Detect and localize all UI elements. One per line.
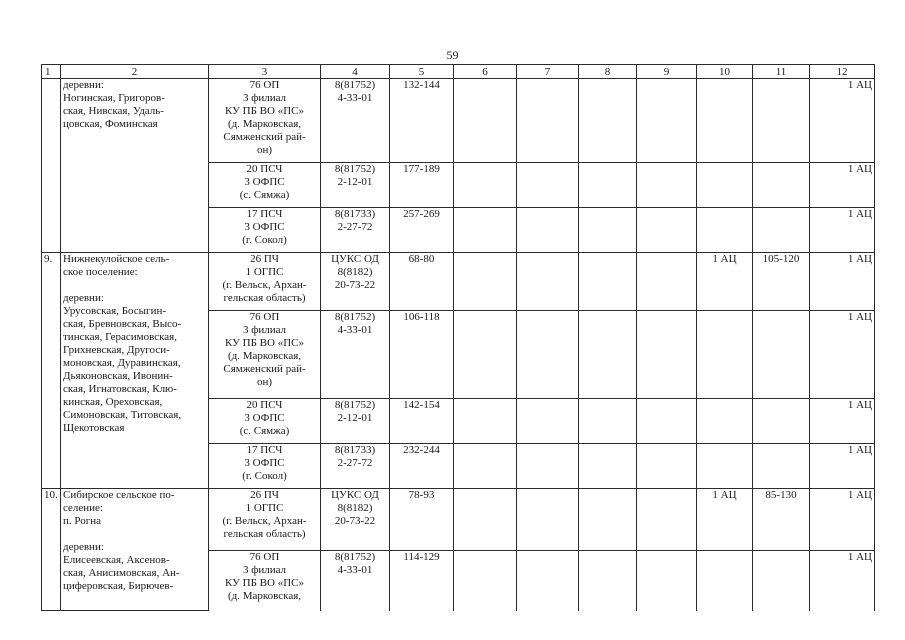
- col10-cell: [697, 399, 753, 444]
- settlement-line: ское поселение:: [63, 266, 138, 278]
- fire-unit-line: 1 ОГПС: [245, 266, 284, 278]
- col10-cell: [697, 444, 753, 489]
- col11-cell: [753, 311, 810, 399]
- settlement-line: ская, Игнатовская, Клю-: [63, 383, 177, 395]
- empty-cell-col-9: [637, 399, 697, 444]
- settlement-line: деревни:: [63, 79, 104, 91]
- col10-cell: [697, 551, 753, 611]
- column-header: 12: [810, 65, 875, 79]
- phone-cell: [321, 79, 390, 163]
- column-header: 6: [454, 65, 517, 79]
- column-header: 9: [637, 65, 697, 79]
- distance-cell: 114-129: [390, 551, 454, 611]
- fire-unit-cell: [209, 208, 321, 253]
- phone-line: 2-27-72: [337, 457, 373, 469]
- fire-unit-cell: [209, 311, 321, 399]
- empty-cell-col-6: [454, 208, 517, 253]
- empty-cell-col-9: [637, 253, 697, 311]
- fire-unit-line: (г. Сокол): [242, 234, 287, 246]
- col10-cell: [697, 208, 753, 253]
- phone-line: 8(8182): [337, 502, 373, 514]
- col10-cell: [697, 311, 753, 399]
- settlement-line: Урусовская, Босыгин-: [63, 305, 167, 317]
- fire-unit-line: (д. Марковская,: [227, 350, 302, 362]
- empty-cell-col-6: [454, 444, 517, 489]
- fire-unit-line: гельская область): [223, 528, 306, 540]
- distance-cell: 132-144: [390, 79, 454, 163]
- col11-cell: [753, 79, 810, 163]
- empty-cell-col-7: [517, 399, 579, 444]
- fire-unit-line: 3 ОФПС: [244, 221, 285, 233]
- fire-unit-line: 3 филиал: [242, 564, 287, 576]
- phone-line: ЦУКС ОД: [331, 489, 379, 501]
- empty-cell-col-8: [579, 399, 637, 444]
- row-number: [42, 79, 61, 253]
- empty-cell-col-6: [454, 489, 517, 551]
- phone-line: 8(81733): [334, 444, 376, 456]
- table-row: [42, 489, 875, 551]
- column-header: 2: [61, 65, 209, 79]
- settlement-line: ская, Анисимовская, Ан-: [63, 567, 180, 579]
- empty-cell-col-9: [637, 79, 697, 163]
- fire-unit-line: (г. Сокол): [242, 470, 287, 482]
- settlement-line: Симоновская, Титовская,: [63, 409, 182, 421]
- fire-unit-line: 3 ОФПС: [244, 176, 285, 188]
- empty-cell-col-6: [454, 551, 517, 611]
- phone-line: 8(81752): [334, 163, 376, 175]
- col10-cell: 1 АЦ: [697, 253, 753, 311]
- settlement-line: Дьяконовская, Ивонин-: [63, 370, 173, 382]
- col11-cell: [753, 444, 810, 489]
- phone-line: 4-33-01: [337, 564, 373, 576]
- fire-unit-line: гельская область): [223, 292, 306, 304]
- empty-cell-col-7: [517, 79, 579, 163]
- phone-cell: [321, 253, 390, 311]
- column-header: 11: [753, 65, 810, 79]
- settlement-line: ская, Нивская, Удаль-: [63, 105, 164, 117]
- distance-cell: 177-189: [390, 163, 454, 208]
- distance-cell: 78-93: [390, 489, 454, 551]
- fire-unit-line: 76 ОП: [249, 311, 280, 323]
- fire-unit-line: (д. Марковская,: [227, 590, 302, 602]
- col10-cell: 1 АЦ: [697, 489, 753, 551]
- fire-unit-line: 17 ПСЧ: [246, 444, 283, 456]
- phone-line: ЦУКС ОД: [331, 253, 379, 265]
- empty-cell-col-6: [454, 253, 517, 311]
- empty-cell-col-8: [579, 208, 637, 253]
- settlement-line: Щекотовская: [63, 422, 125, 434]
- fire-unit-cell: [209, 489, 321, 551]
- phone-line: 8(81752): [334, 399, 376, 411]
- fire-unit-line: он): [256, 376, 273, 388]
- equipment-cell: 1 АЦ: [810, 489, 875, 551]
- phone-line: 2-12-01: [337, 176, 373, 188]
- empty-cell-col-6: [454, 311, 517, 399]
- fire-unit-line: 3 филиал: [242, 324, 287, 336]
- settlement-cell: [61, 253, 209, 489]
- coverage-table: [41, 64, 875, 611]
- phone-line: 20-73-22: [334, 515, 376, 527]
- fire-unit-cell: [209, 253, 321, 311]
- column-header: 8: [579, 65, 637, 79]
- empty-cell-col-9: [637, 444, 697, 489]
- settlement-line: деревни:: [63, 541, 104, 553]
- fire-unit-line: (г. Вельск, Архан-: [222, 279, 307, 291]
- col11-cell: 105-120: [753, 253, 810, 311]
- row-number: 10.: [42, 489, 61, 611]
- phone-cell: [321, 208, 390, 253]
- fire-unit-line: (с. Сямжа): [239, 189, 290, 201]
- column-header: 5: [390, 65, 454, 79]
- phone-line: 20-73-22: [334, 279, 376, 291]
- settlement-line: деревни:: [63, 292, 104, 304]
- empty-cell-col-7: [517, 489, 579, 551]
- fire-unit-line: 1 ОГПС: [245, 502, 284, 514]
- phone-line: 8(81752): [334, 79, 376, 91]
- col11-cell: [753, 399, 810, 444]
- phone-line: 8(81752): [334, 311, 376, 323]
- block-gap: [63, 279, 206, 292]
- equipment-cell: 1 АЦ: [810, 79, 875, 163]
- empty-cell-col-9: [637, 311, 697, 399]
- settlement-line: селение:: [63, 502, 103, 514]
- distance-cell: 232-244: [390, 444, 454, 489]
- empty-cell-col-7: [517, 311, 579, 399]
- equipment-cell: 1 АЦ: [810, 551, 875, 611]
- settlement-line: Елисеевская, Аксенов-: [63, 554, 170, 566]
- empty-cell-col-7: [517, 208, 579, 253]
- empty-cell-col-8: [579, 444, 637, 489]
- empty-cell-col-6: [454, 79, 517, 163]
- settlement-line: п. Рогна: [63, 515, 102, 527]
- empty-cell-col-9: [637, 551, 697, 611]
- empty-cell-col-7: [517, 163, 579, 208]
- col11-cell: [753, 208, 810, 253]
- phone-line: 8(81752): [334, 551, 376, 563]
- equipment-cell: 1 АЦ: [810, 311, 875, 399]
- column-header: 7: [517, 65, 579, 79]
- table-body: [42, 65, 875, 611]
- phone-cell: [321, 489, 390, 551]
- table-row: [42, 79, 875, 163]
- column-header: 4: [321, 65, 390, 79]
- phone-cell: [321, 551, 390, 611]
- column-header: 3: [209, 65, 321, 79]
- fire-unit-line: Сямженский рай-: [223, 363, 306, 375]
- fire-unit-line: 3 филиал: [242, 92, 287, 104]
- empty-cell-col-7: [517, 551, 579, 611]
- settlement-line: моновская, Дуравинская,: [63, 357, 181, 369]
- empty-cell-col-8: [579, 311, 637, 399]
- phone-line: 2-12-01: [337, 412, 373, 424]
- settlement-cell: [61, 79, 209, 253]
- phone-line: 4-33-01: [337, 92, 373, 104]
- empty-cell-col-8: [579, 163, 637, 208]
- phone-line: 4-33-01: [337, 324, 373, 336]
- empty-cell-col-9: [637, 489, 697, 551]
- settlement-line: Нижнекулойское сель-: [63, 253, 170, 265]
- fire-unit-line: 26 ПЧ: [250, 489, 279, 501]
- column-header: 10: [697, 65, 753, 79]
- settlement-line: цовская, Фоминская: [63, 118, 158, 130]
- fire-unit-line: (с. Сямжа): [239, 425, 290, 437]
- phone-cell: [321, 399, 390, 444]
- settlement-line: кинская, Ореховская,: [63, 396, 163, 408]
- fire-unit-line: 76 ОП: [249, 79, 280, 91]
- settlement-line: тинская, Герасимовская,: [63, 331, 177, 343]
- distance-cell: 106-118: [390, 311, 454, 399]
- fire-unit-cell: [209, 444, 321, 489]
- header-row: [42, 65, 875, 79]
- row-number: 9.: [42, 253, 61, 489]
- distance-cell: 142-154: [390, 399, 454, 444]
- settlement-line: циферовская, Бирючев-: [63, 580, 174, 592]
- fire-unit-line: 26 ПЧ: [250, 253, 279, 265]
- fire-unit-line: (г. Вельск, Архан-: [222, 515, 307, 527]
- empty-cell-col-7: [517, 444, 579, 489]
- empty-cell-col-7: [517, 253, 579, 311]
- col11-cell: [753, 551, 810, 611]
- fire-unit-cell: [209, 399, 321, 444]
- equipment-cell: 1 АЦ: [810, 163, 875, 208]
- column-header: 1: [42, 65, 61, 79]
- fire-unit-line: КУ ПБ ВО «ПС»: [225, 577, 304, 589]
- empty-cell-col-9: [637, 163, 697, 208]
- page-number: 59: [446, 48, 459, 62]
- table-row: [42, 253, 875, 311]
- empty-cell-col-8: [579, 489, 637, 551]
- fire-unit-line: (д. Марковская,: [227, 118, 302, 130]
- fire-unit-line: КУ ПБ ВО «ПС»: [225, 337, 304, 349]
- fire-unit-line: 3 ОФПС: [244, 457, 285, 469]
- fire-unit-cell: [209, 551, 321, 611]
- phone-cell: [321, 163, 390, 208]
- empty-cell-col-6: [454, 163, 517, 208]
- equipment-cell: 1 АЦ: [810, 399, 875, 444]
- phone-cell: [321, 444, 390, 489]
- phone-line: 8(81733): [334, 208, 376, 220]
- empty-cell-col-8: [579, 79, 637, 163]
- col11-cell: 85-130: [753, 489, 810, 551]
- fire-unit-line: Сямженский рай-: [223, 131, 306, 143]
- fire-unit-cell: [209, 79, 321, 163]
- block-gap: [63, 528, 206, 541]
- fire-unit-line: 20 ПСЧ: [246, 399, 283, 411]
- equipment-cell: 1 АЦ: [810, 208, 875, 253]
- empty-cell-col-8: [579, 253, 637, 311]
- distance-cell: 68-80: [390, 253, 454, 311]
- phone-cell: [321, 311, 390, 399]
- col10-cell: [697, 163, 753, 208]
- empty-cell-col-8: [579, 551, 637, 611]
- fire-unit-cell: [209, 163, 321, 208]
- col11-cell: [753, 163, 810, 208]
- equipment-cell: 1 АЦ: [810, 253, 875, 311]
- distance-cell: 257-269: [390, 208, 454, 253]
- fire-unit-line: 76 ОП: [249, 551, 280, 563]
- phone-line: 2-27-72: [337, 221, 373, 233]
- col10-cell: [697, 79, 753, 163]
- settlement-line: Грихневская, Другоси-: [63, 344, 170, 356]
- empty-cell-col-9: [637, 208, 697, 253]
- phone-line: 8(8182): [337, 266, 373, 278]
- settlement-line: Ногинская, Григоров-: [63, 92, 165, 104]
- settlement-line: Сибирское сельское по-: [63, 489, 175, 501]
- fire-unit-line: 20 ПСЧ: [246, 163, 283, 175]
- settlement-cell: [61, 489, 209, 611]
- fire-unit-line: 3 ОФПС: [244, 412, 285, 424]
- fire-unit-line: КУ ПБ ВО «ПС»: [225, 105, 304, 117]
- equipment-cell: 1 АЦ: [810, 444, 875, 489]
- fire-unit-line: 17 ПСЧ: [246, 208, 283, 220]
- settlement-line: ская, Бревновская, Высо-: [63, 318, 182, 330]
- fire-unit-line: он): [256, 144, 273, 156]
- empty-cell-col-6: [454, 399, 517, 444]
